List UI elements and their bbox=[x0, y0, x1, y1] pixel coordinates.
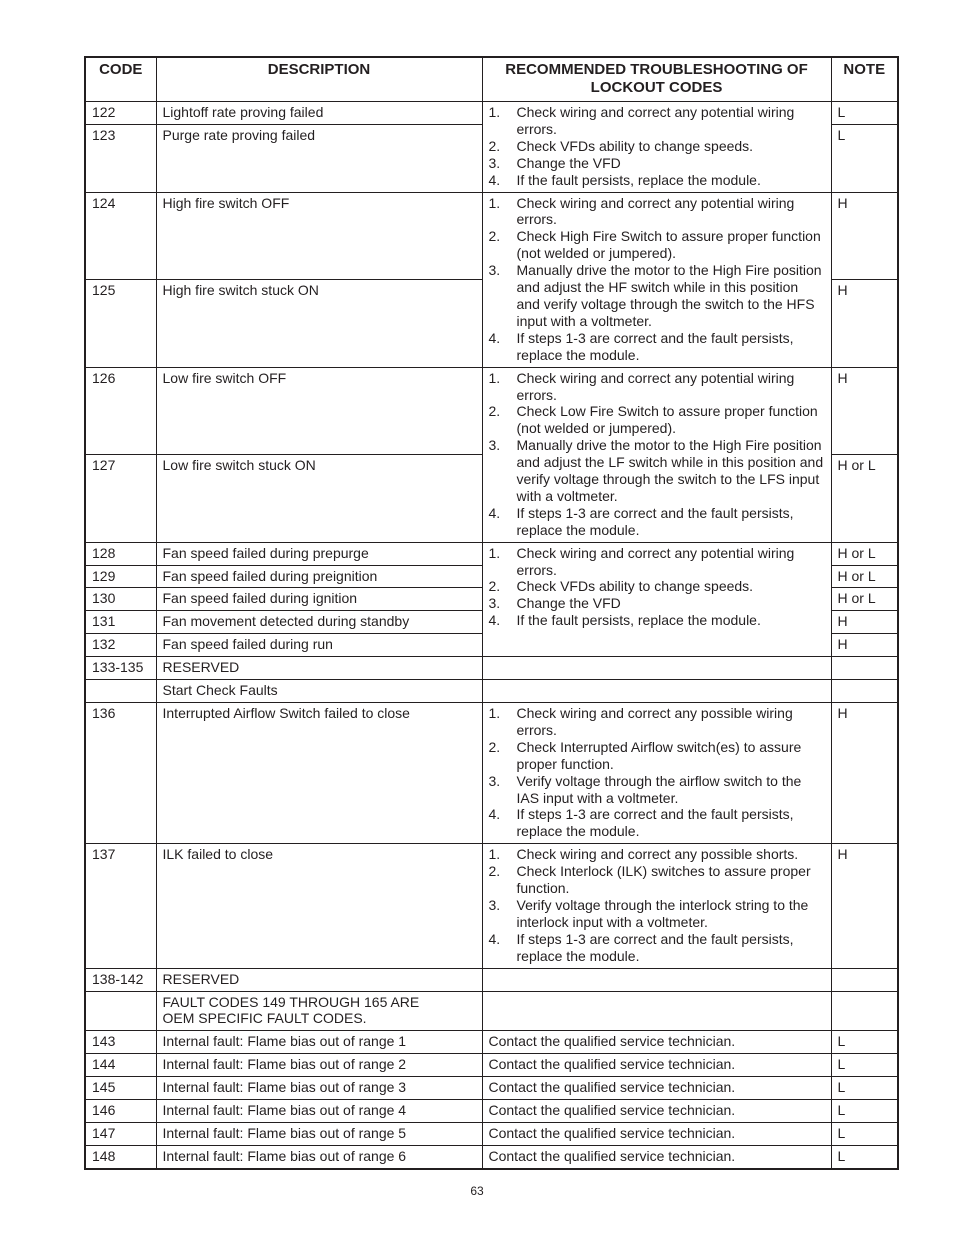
description-cell: Internal fault: Flame bias out of range 1 bbox=[156, 1031, 482, 1054]
description-cell: Interrupted Airflow Switch failed to close bbox=[156, 703, 482, 844]
table-row bbox=[85, 703, 898, 844]
step-text: Check Interlock (ILK) switches to assure proper function. bbox=[516, 863, 811, 897]
troubleshooting-step bbox=[489, 846, 825, 863]
note-cell: L bbox=[831, 125, 898, 192]
code-cell bbox=[85, 680, 156, 703]
troubleshooting-cell bbox=[482, 657, 831, 680]
troubleshooting-step bbox=[489, 228, 825, 262]
step-number: 1. bbox=[488, 846, 501, 863]
note-cell bbox=[831, 680, 898, 703]
step-number: 4. bbox=[488, 930, 501, 947]
code-cell: 143 bbox=[85, 1031, 156, 1054]
step-number: 1. bbox=[488, 705, 501, 721]
description-cell: RESERVED bbox=[156, 968, 482, 991]
troubleshooting-cell bbox=[482, 542, 831, 657]
step-text: Check wiring and correct any potential wiring errors. bbox=[516, 104, 795, 137]
description-cell: Lightoff rate proving failed bbox=[156, 102, 482, 125]
step-number: 2. bbox=[488, 863, 501, 880]
troubleshooting-step bbox=[489, 262, 825, 330]
troubleshooting-cell bbox=[482, 192, 831, 367]
description-cell: Low fire switch OFF bbox=[156, 367, 482, 455]
step-number: 2. bbox=[488, 403, 501, 420]
troubleshooting-step bbox=[489, 578, 825, 595]
note-cell: H or L bbox=[831, 565, 898, 588]
step-number: 3. bbox=[488, 772, 501, 789]
step-number: 2. bbox=[488, 578, 501, 595]
step-text: If steps 1-3 are correct and the fault persists, replace the module. bbox=[516, 806, 794, 840]
note-cell: H bbox=[831, 611, 898, 634]
table-row bbox=[85, 367, 898, 455]
code-cell: 126 bbox=[85, 367, 156, 455]
troubleshooting-step bbox=[489, 505, 825, 539]
troubleshooting-step bbox=[489, 437, 825, 505]
description-cell: High fire switch OFF bbox=[156, 192, 482, 280]
table-row bbox=[85, 1054, 898, 1077]
step-text: Check High Fire Switch to assure proper function (not welded or jumpered). bbox=[516, 228, 821, 262]
troubleshooting-step bbox=[489, 705, 825, 739]
step-number: 4. bbox=[488, 806, 501, 823]
note-cell: H bbox=[831, 280, 898, 368]
step-number: 2. bbox=[488, 738, 501, 755]
table-row bbox=[85, 542, 898, 565]
note-cell: H bbox=[831, 634, 898, 657]
troubleshooting-steps bbox=[489, 846, 825, 964]
note-cell: L bbox=[831, 1031, 898, 1054]
code-cell: 148 bbox=[85, 1145, 156, 1168]
note-cell: H bbox=[831, 192, 898, 280]
troubleshooting-cell bbox=[482, 991, 831, 1031]
code-cell bbox=[85, 991, 156, 1031]
code-cell: 132 bbox=[85, 634, 156, 657]
note-cell: H bbox=[831, 703, 898, 844]
note-cell: H or L bbox=[831, 588, 898, 611]
code-cell: 130 bbox=[85, 588, 156, 611]
troubleshooting-step bbox=[489, 138, 825, 155]
note-cell bbox=[831, 657, 898, 680]
note-cell bbox=[831, 991, 898, 1031]
step-text: Manually drive the motor to the High Fire position and adjust the HF switch while in this position and verify voltage through the switch to the HFS input with a voltmeter. bbox=[516, 262, 822, 329]
troubleshooting-step bbox=[489, 863, 825, 897]
header-troubleshooting: RECOMMENDED TROUBLESHOOTING OF LOCKOUT CODES bbox=[482, 57, 831, 102]
step-number: 2. bbox=[488, 228, 501, 245]
troubleshooting-cell: Contact the qualified service technician. bbox=[482, 1031, 831, 1054]
note-cell: L bbox=[831, 1077, 898, 1100]
troubleshooting-step bbox=[489, 612, 825, 629]
troubleshooting-cell bbox=[482, 844, 831, 968]
description-cell: Fan speed failed during ignition bbox=[156, 588, 482, 611]
note-cell: L bbox=[831, 1145, 898, 1168]
step-number: 1. bbox=[488, 544, 501, 561]
step-text: Verify voltage through the airflow switch to the IAS input with a voltmeter. bbox=[516, 772, 802, 806]
step-text: Check wiring and correct any possible shorts. bbox=[516, 846, 799, 863]
header-description: DESCRIPTION bbox=[156, 57, 482, 102]
code-cell: 138-142 bbox=[85, 968, 156, 991]
table-header-row bbox=[85, 57, 898, 102]
troubleshooting-step bbox=[489, 739, 825, 773]
step-number: 3. bbox=[488, 154, 501, 171]
description-cell: Internal fault: Flame bias out of range 4 bbox=[156, 1100, 482, 1123]
troubleshooting-step bbox=[489, 155, 825, 172]
description-cell: Internal fault: Flame bias out of range 2 bbox=[156, 1054, 482, 1077]
code-cell: 133-135 bbox=[85, 657, 156, 680]
step-text: If the fault persists, replace the module. bbox=[516, 612, 761, 629]
troubleshooting-cell bbox=[482, 367, 831, 542]
step-text: If steps 1-3 are correct and the fault persists, replace the module. bbox=[516, 930, 794, 964]
step-text: Manually drive the motor to the High Fire position and adjust the LF switch while in this position and verify voltage through the switch to the LFS input with a voltmeter. bbox=[516, 437, 824, 504]
step-text: Change the VFD bbox=[516, 154, 621, 171]
step-text: Change the VFD bbox=[516, 595, 621, 612]
troubleshooting-steps bbox=[489, 104, 825, 189]
description-cell: Fan movement detected during standby bbox=[156, 611, 482, 634]
description-cell: RESERVED bbox=[156, 657, 482, 680]
code-cell: 146 bbox=[85, 1100, 156, 1123]
step-text: Check wiring and correct any possible wiring errors. bbox=[516, 705, 793, 738]
troubleshooting-step bbox=[489, 806, 825, 840]
step-text: Check Low Fire Switch to assure proper function (not welded or jumpered). bbox=[516, 403, 818, 437]
step-number: 4. bbox=[488, 329, 501, 346]
step-number: 1. bbox=[488, 194, 501, 211]
step-number: 3. bbox=[488, 262, 501, 279]
troubleshooting-cell: Contact the qualified service technician. bbox=[482, 1054, 831, 1077]
description-cell: Fan speed failed during prepurge bbox=[156, 542, 482, 565]
troubleshooting-cell: Contact the qualified service technician. bbox=[482, 1122, 831, 1145]
code-cell: 136 bbox=[85, 703, 156, 844]
troubleshooting-step bbox=[489, 545, 825, 579]
table-row bbox=[85, 991, 898, 1031]
oem-note: FAULT CODES 149 THROUGH 165 ARE OEM SPECIFIC FAULT CODES. bbox=[162, 993, 420, 1027]
lockout-codes-table bbox=[84, 56, 899, 1170]
step-number: 3. bbox=[488, 595, 501, 612]
code-cell: 147 bbox=[85, 1122, 156, 1145]
note-cell bbox=[831, 968, 898, 991]
step-number: 4. bbox=[488, 171, 501, 188]
troubleshooting-cell bbox=[482, 680, 831, 703]
description-cell: Internal fault: Flame bias out of range 6 bbox=[156, 1145, 482, 1168]
step-text: Verify voltage through the interlock string to the interlock input with a voltmeter. bbox=[516, 896, 809, 930]
description-cell: Internal fault: Flame bias out of range 3 bbox=[156, 1077, 482, 1100]
troubleshooting-cell bbox=[482, 968, 831, 991]
step-number: 3. bbox=[488, 896, 501, 913]
troubleshooting-step bbox=[489, 931, 825, 965]
step-number: 4. bbox=[488, 612, 501, 629]
description-cell bbox=[156, 991, 482, 1031]
table-row bbox=[85, 192, 898, 280]
note-cell: H bbox=[831, 844, 898, 968]
code-cell: 137 bbox=[85, 844, 156, 968]
table-row bbox=[85, 1077, 898, 1100]
note-cell: H bbox=[831, 367, 898, 455]
troubleshooting-steps bbox=[489, 545, 825, 630]
page-number: 63 bbox=[470, 1184, 484, 1198]
troubleshooting-steps bbox=[489, 370, 825, 539]
troubleshooting-steps bbox=[489, 195, 825, 364]
troubleshooting-cell: Contact the qualified service technician. bbox=[482, 1077, 831, 1100]
code-cell: 128 bbox=[85, 542, 156, 565]
code-cell: 122 bbox=[85, 102, 156, 125]
header-code: CODE bbox=[85, 57, 156, 102]
code-cell: 124 bbox=[85, 192, 156, 280]
troubleshooting-steps bbox=[489, 705, 825, 840]
troubleshooting-step bbox=[489, 773, 825, 807]
table-row bbox=[85, 968, 898, 991]
troubleshooting-cell bbox=[482, 703, 831, 844]
code-cell: 145 bbox=[85, 1077, 156, 1100]
table-row bbox=[85, 1145, 898, 1168]
note-cell: H or L bbox=[831, 455, 898, 543]
troubleshooting-step bbox=[489, 595, 825, 612]
table-row bbox=[85, 1031, 898, 1054]
note-cell: L bbox=[831, 1054, 898, 1077]
step-number: 1. bbox=[488, 104, 501, 120]
code-cell: 123 bbox=[85, 125, 156, 192]
troubleshooting-step bbox=[489, 104, 825, 138]
step-text: Check VFDs ability to change speeds. bbox=[516, 578, 754, 595]
header-note: NOTE bbox=[831, 57, 898, 102]
table-row bbox=[85, 844, 898, 968]
step-number: 1. bbox=[488, 369, 501, 386]
step-text: If steps 1-3 are correct and the fault persists, replace the module. bbox=[516, 329, 794, 363]
step-text: Check wiring and correct any potential wiring errors. bbox=[516, 369, 795, 403]
code-cell: 127 bbox=[85, 455, 156, 543]
troubleshooting-step bbox=[489, 195, 825, 229]
step-text: Check VFDs ability to change speeds. bbox=[516, 137, 754, 154]
step-number: 2. bbox=[488, 137, 501, 154]
troubleshooting-step bbox=[489, 172, 825, 189]
troubleshooting-cell: Contact the qualified service technician. bbox=[482, 1145, 831, 1168]
step-text: If steps 1-3 are correct and the fault persists, replace the module. bbox=[516, 504, 794, 538]
code-cell: 131 bbox=[85, 611, 156, 634]
note-cell: L bbox=[831, 102, 898, 125]
table-row bbox=[85, 1100, 898, 1123]
step-text: Check wiring and correct any potential wiring errors. bbox=[516, 194, 795, 228]
description-cell: Purge rate proving failed bbox=[156, 125, 482, 192]
note-cell: L bbox=[831, 1100, 898, 1123]
note-cell: L bbox=[831, 1122, 898, 1145]
table-row bbox=[85, 657, 898, 680]
table-row bbox=[85, 680, 898, 703]
code-cell: 144 bbox=[85, 1054, 156, 1077]
step-text: Check wiring and correct any potential wiring errors. bbox=[516, 544, 795, 578]
table-row bbox=[85, 1122, 898, 1145]
description-cell: Start Check Faults bbox=[156, 680, 482, 703]
code-cell: 125 bbox=[85, 280, 156, 368]
troubleshooting-step bbox=[489, 403, 825, 437]
note-cell: H or L bbox=[831, 542, 898, 565]
description-cell: Internal fault: Flame bias out of range 5 bbox=[156, 1122, 482, 1145]
code-cell: 129 bbox=[85, 565, 156, 588]
step-text: Check Interrupted Airflow switch(es) to assure proper function. bbox=[516, 738, 802, 772]
troubleshooting-cell bbox=[482, 102, 831, 193]
troubleshooting-cell: Contact the qualified service technician. bbox=[482, 1100, 831, 1123]
description-cell: ILK failed to close bbox=[156, 844, 482, 968]
description-cell: Low fire switch stuck ON bbox=[156, 455, 482, 543]
description-cell: Fan speed failed during preignition bbox=[156, 565, 482, 588]
troubleshooting-step bbox=[489, 897, 825, 931]
description-cell: High fire switch stuck ON bbox=[156, 280, 482, 368]
table-row bbox=[85, 102, 898, 125]
step-number: 4. bbox=[488, 504, 501, 521]
description-cell: Fan speed failed during run bbox=[156, 634, 482, 657]
troubleshooting-step bbox=[489, 330, 825, 364]
troubleshooting-step bbox=[489, 370, 825, 404]
step-number: 3. bbox=[488, 437, 501, 454]
step-text: If the fault persists, replace the module. bbox=[516, 171, 761, 188]
